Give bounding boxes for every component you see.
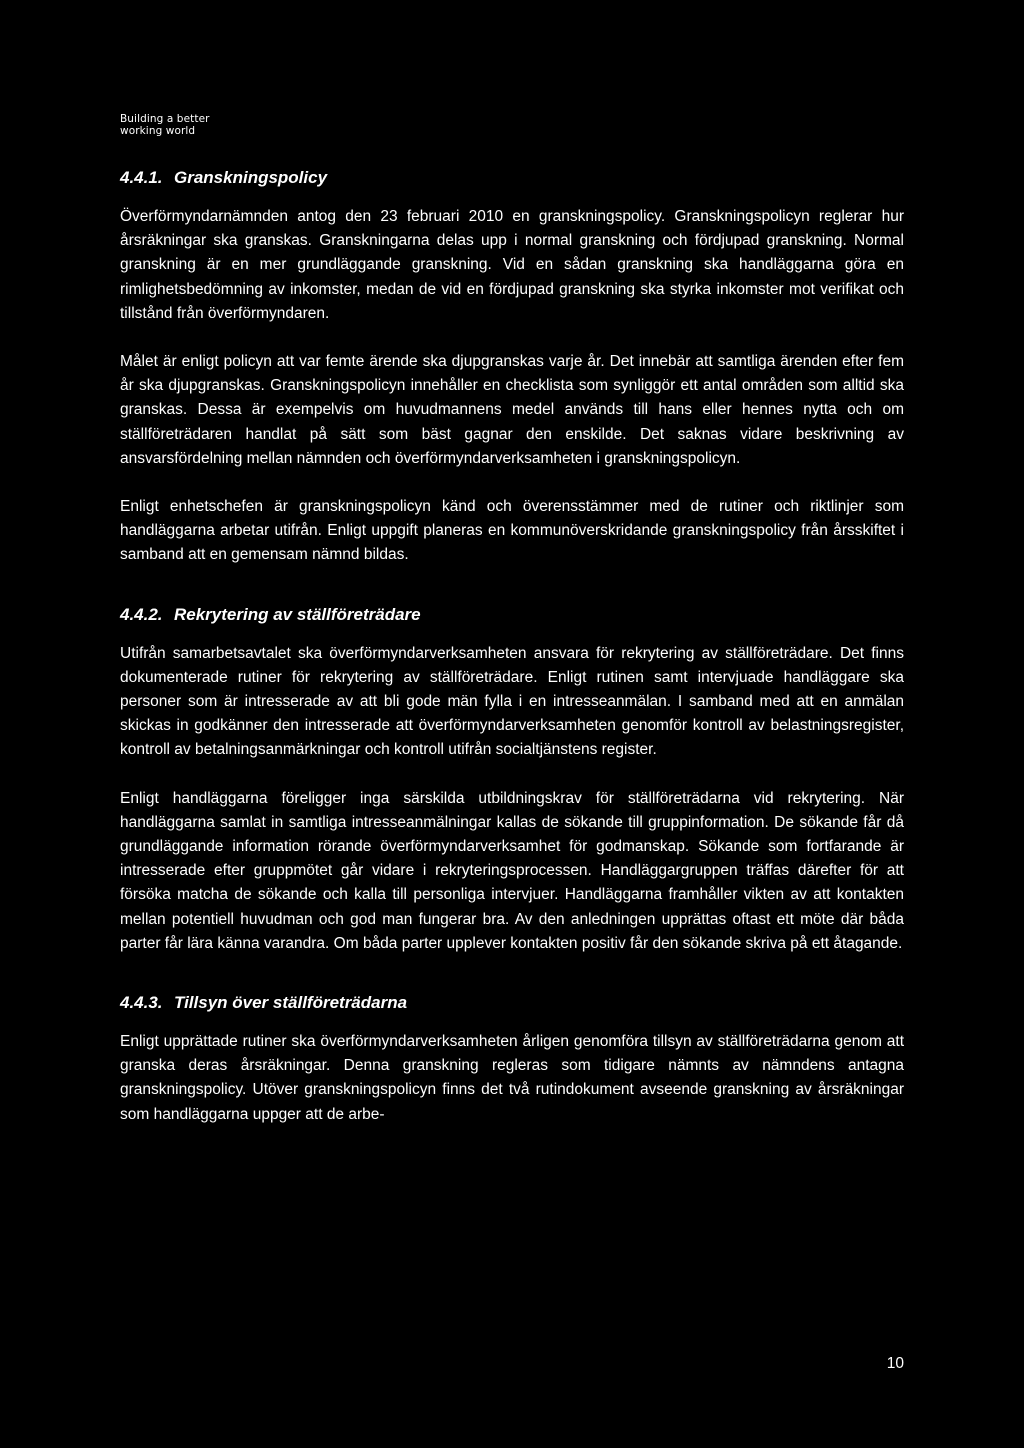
section-heading-granskningspolicy (120, 166, 904, 190)
paragraph: Utifrån samarbetsavtalet ska överförmyndarverksamheten ansvara för rekrytering av ställföreträdare. Det finns dokumenterade rutiner för rekrytering av ställföreträdare. Enligt rutinen samt intervjuade handläggare ska personer som är intresserade av att bli gode män fylla i en intresseanmälan. I samband med att en anmälan skickas in godkänner den intresserade att överförmyndarverksamheten genomför kontroll av belastningsregister, kontroll av betalningsanmärkningar och kontroll utifrån socialtjänstens register. (120, 644, 904, 759)
logo-line-1: Building a better (120, 113, 210, 125)
section-title: Granskningspolicy (174, 168, 328, 187)
section-number: 4.4.2. (120, 604, 163, 624)
page-number: 10 (886, 1355, 904, 1372)
paragraph: Överförmyndarnämnden antog den 23 februari 2010 en granskningspolicy. Granskningspolicyn reglerar hur årsräkningar ska granskas. Granskningarna delas upp i normal granskning och fördjupad granskning. Normal granskning är en mer grundläggande granskning. Vid en sådan granskning ska handläggarna göra en rimlighetsbedömning av inkomster, medan de vid en fördjupad granskning ska styrka inkomster mot verifikat och tillstånd från överförmyndaren. (120, 208, 904, 322)
header-logo (120, 113, 210, 137)
paragraph: Enligt enhetschefen är granskningspolicyn känd och överensstämmer med de rutiner och riktlinjer som handläggarna arbetar utifrån. Enligt uppgift planeras en kommunöverskridande granskningspolicy från årsskiftet i samband att en gemensam nämnd bildas. (120, 498, 904, 564)
section-title: Rekrytering av ställföreträdare (174, 604, 421, 624)
section-heading-tillsyn (120, 991, 904, 1015)
document-body (120, 166, 904, 1127)
section-title: Tillsyn över ställföreträdarna (174, 993, 408, 1013)
logo-line-2: working world (120, 125, 196, 137)
paragraph: Enligt upprättade rutiner ska överförmyndarverksamheten årligen genomföra tillsyn av ställföreträdarna genom att granska deras årsräkningar. Denna granskning regleras som tidigare nämnts av nämndens antagna granskningspolicy. Utöver granskningspolicyn finns det två rutindokument avseende granskning av årsräkningar som handläggarna uppger att de arbe- (120, 1033, 904, 1123)
paragraph: Målet är enligt policyn att var femte ärende ska djupgranskas varje år. Det innebär att samtliga ärenden efter fem år ska djupgranskas. Granskningspolicyn innehåller en checklista som synliggör ett antal områden som alltid ska granskas. Dessa är exempelvis om huvudmannens medel används till hans eller hennes nytta och om ställföreträdaren handlat på sätt som bäst gagnar den enskilde. Det saknas vidare beskrivning av ansvarsfördelning mellan nämnden och överförmyndarverksamheten i granskningspolicyn. (120, 353, 904, 467)
paragraph: Enligt handläggarna föreligger inga särskilda utbildningskrav för ställföreträdarna vid rekrytering. När handläggarna samlat in samtliga intresseanmälningar kallas de sökande till gruppinformation. De sökande får då grundläggande information rörande överförmyndarverksamhet för godmanskap. Sökande som fortfarande är intresserade efter gruppmötet går vidare i rekryteringsprocessen. Handläggargruppen träffas därefter för att försöka matcha de sökande och kalla till personliga intervjuer. Handläggarna framhåller vikten av att kontakten mellan potentiell huvudman och god man fungerar bra. Av den anledningen upprättas oftast ett möte där båda parter får lära känna varandra. Om båda parter upplever kontakten positiv får den sökande skriva på ett åtagande. (120, 789, 904, 952)
section-number: 4.4.1. (120, 168, 163, 187)
section-heading-rekrytering (120, 603, 904, 627)
section-number: 4.4.3. (120, 993, 163, 1013)
